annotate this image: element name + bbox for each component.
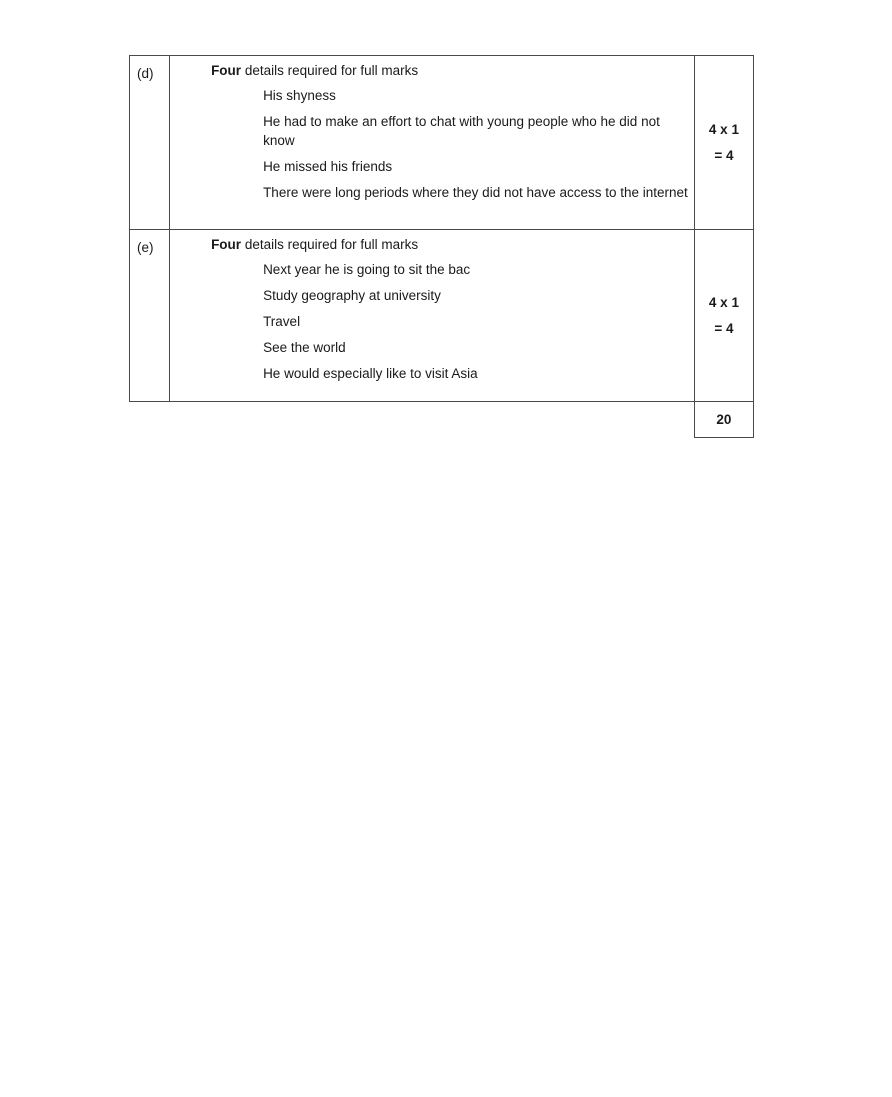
question-label: (d) bbox=[130, 56, 170, 230]
marks-cell bbox=[694, 56, 753, 230]
answer-item: He missed his friends bbox=[263, 159, 393, 174]
answer-list bbox=[211, 86, 688, 202]
instruction bbox=[211, 236, 688, 254]
answer-item: Travel bbox=[263, 314, 301, 329]
blank-cell bbox=[130, 402, 170, 438]
question-row-d bbox=[130, 56, 754, 230]
answer-item: He would especially like to visit Asia bbox=[263, 366, 478, 381]
answer-item: Next year he is going to sit the bac bbox=[263, 262, 471, 277]
answer-item: See the world bbox=[263, 340, 346, 355]
answer-list bbox=[211, 260, 688, 383]
question-label: (e) bbox=[130, 230, 170, 402]
question-row-e bbox=[130, 230, 754, 402]
blank-cell bbox=[170, 402, 695, 438]
total-marks: 20 bbox=[694, 402, 753, 438]
instruction-text: details required for full marks bbox=[241, 237, 419, 252]
marks-total: = 4 bbox=[714, 320, 734, 336]
marks-allocation: 4 x 1 bbox=[708, 121, 739, 137]
answer-cell bbox=[170, 230, 695, 402]
answer-item: He had to make an effort to chat with young people who he did not know bbox=[263, 114, 660, 148]
instruction-text: details required for full marks bbox=[241, 63, 419, 78]
total-row bbox=[130, 402, 754, 438]
answer-item: His shyness bbox=[263, 88, 336, 103]
instruction bbox=[211, 62, 688, 80]
instruction-emphasis: Four bbox=[211, 63, 242, 78]
answer-cell bbox=[170, 56, 695, 230]
marks-allocation: 4 x 1 bbox=[708, 294, 739, 310]
instruction-emphasis: Four bbox=[211, 237, 242, 252]
answer-item: There were long periods where they did not have access to the internet bbox=[263, 185, 688, 200]
mark-scheme-table bbox=[129, 55, 754, 438]
answer-item: Study geography at university bbox=[263, 288, 441, 303]
marks-total: = 4 bbox=[714, 147, 734, 163]
marks-cell bbox=[694, 230, 753, 402]
